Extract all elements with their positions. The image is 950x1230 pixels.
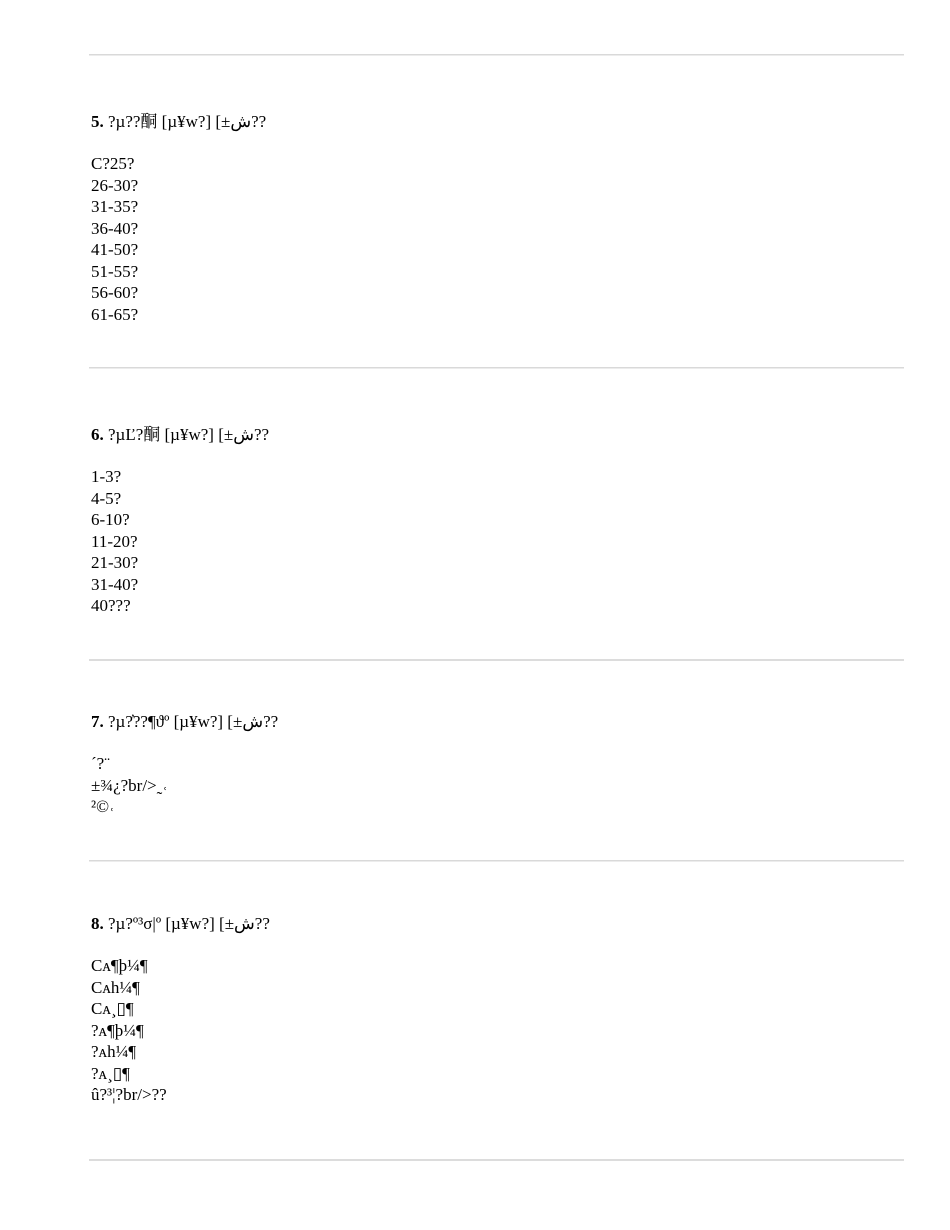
option-item: 36-40? xyxy=(91,218,139,238)
option-item: 40??? xyxy=(91,596,131,615)
option-item: Cᴀh¼¶ xyxy=(91,977,140,997)
option-item: 31-40? xyxy=(91,574,139,594)
question-text: ?µĽ?酮 [µ¥w?] [±ش?? xyxy=(108,425,270,444)
option-item: û?³¦?br/>?? xyxy=(91,1085,167,1104)
separator-after-q7 xyxy=(89,860,904,862)
question-title xyxy=(91,424,891,446)
separator-after-q5 xyxy=(89,367,904,369)
option-list xyxy=(91,955,891,1106)
option-list xyxy=(91,466,891,617)
option-item: Cᴀ¶þ¼¶ xyxy=(91,956,148,975)
question-number: 7. xyxy=(91,712,104,731)
question-number: 8. xyxy=(91,914,104,933)
question-6 xyxy=(91,424,891,617)
option-item: 31-35? xyxy=(91,197,139,216)
question-text: ?µ?º³σ|º [µ¥w?] [±ش?? xyxy=(108,914,270,933)
separator-top xyxy=(89,54,904,56)
option-item: ±¾¿?br/>˷˓ xyxy=(91,775,168,795)
option-item: 4-5? xyxy=(91,488,122,508)
option-item: 26-30? xyxy=(91,175,139,195)
option-item: ²©˓ xyxy=(91,797,115,816)
separator-after-q6 xyxy=(89,659,904,661)
option-item: 1-3? xyxy=(91,467,122,486)
question-text: ?µ?̓??¶ϑº [µ¥w?] [±ش?? xyxy=(108,712,279,731)
question-number: 5. xyxy=(91,112,104,131)
question-number: 6. xyxy=(91,425,104,444)
option-item: 51-55? xyxy=(91,261,139,281)
separator-after-q8 xyxy=(89,1159,904,1161)
option-list xyxy=(91,753,891,818)
option-item: 11-20? xyxy=(91,531,138,551)
question-text: ?µ??酮 [µ¥w?] [±ش?? xyxy=(108,112,267,131)
question-7 xyxy=(91,711,891,818)
option-item: ?ᴀ¶þ¼¶ xyxy=(91,1020,144,1040)
option-item: 56-60? xyxy=(91,283,139,302)
option-item: ´?¨ xyxy=(91,754,110,773)
question-title xyxy=(91,711,891,733)
option-item: Cᴀ¸▯¶ xyxy=(91,999,134,1018)
option-item: 61-65? xyxy=(91,304,139,324)
question-5 xyxy=(91,111,891,325)
option-item: 6-10? xyxy=(91,510,130,529)
option-item: 41-50? xyxy=(91,240,139,259)
question-title xyxy=(91,913,891,935)
option-list xyxy=(91,153,891,325)
option-item: ?ᴀh¼¶ xyxy=(91,1042,137,1061)
question-8 xyxy=(91,913,891,1106)
option-item: C?25? xyxy=(91,154,135,173)
option-item: 21-30? xyxy=(91,553,139,572)
option-item: ?ᴀ¸▯¶ xyxy=(91,1063,130,1083)
question-title xyxy=(91,111,891,133)
